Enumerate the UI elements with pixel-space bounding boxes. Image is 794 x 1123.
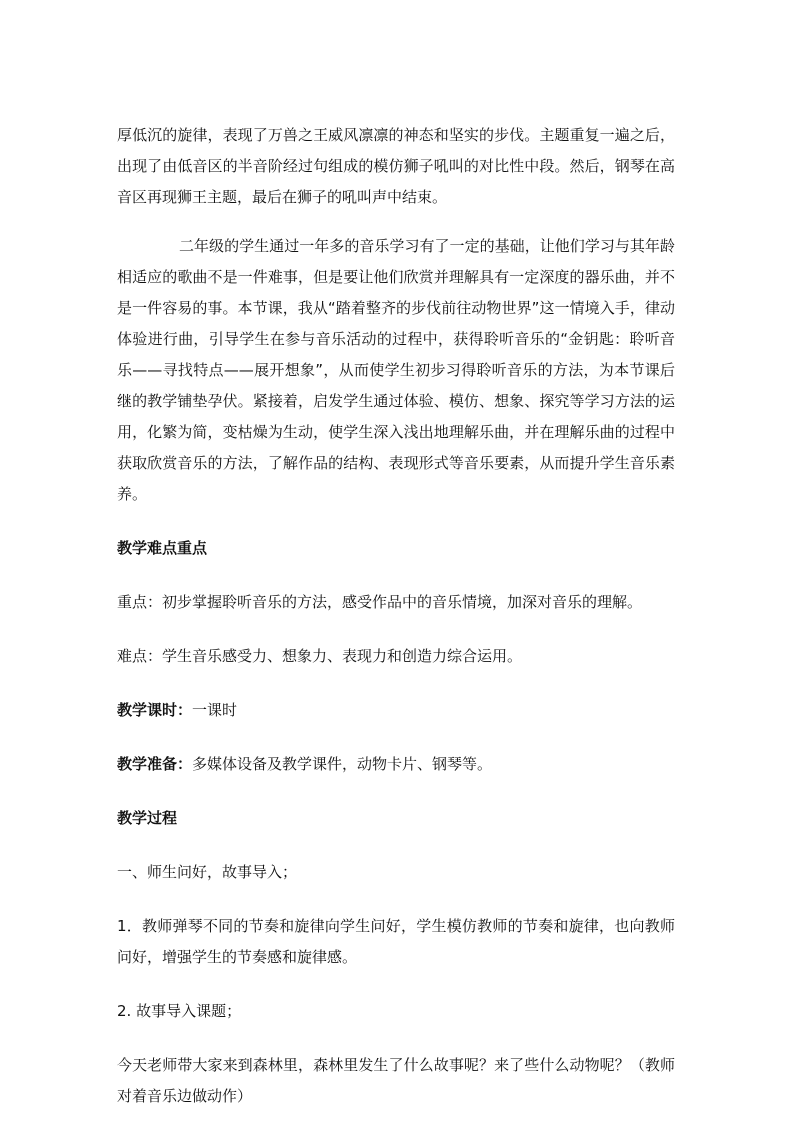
step-1: 一、师生问好，故事导入； (117, 863, 298, 881)
difficult-point: 难点：学生音乐感受力、想象力、表现力和创造力综合运用。 (117, 647, 523, 665)
class-hours (117, 695, 675, 726)
paragraph-lion-theme: 厚低沉的旋律，表现了万兽之王威风凛凛的神态和坚实的步伐。主题重复一遍之后，出现了由低音区的半音阶经过句组成的模仿狮子吼叫的对比性中段。然后，钢琴在高音区再现狮王主题，最后在狮子的吼叫声中结束。 (117, 126, 675, 206)
heading-process: 教学过程 (117, 809, 178, 827)
preparation-label: 教学准备： (117, 755, 193, 773)
paragraph-student-analysis: 二年级的学生通过一年多的音乐学习有了一定的基础，让他们学习与其年龄相适应的歌曲不是一件难事，但是要让他们欣赏并理解具有一定深度的器乐曲，并不是一件容易的事。本节课，我从“踏着整齐的步伐前往动物世界”这一情境入手，律动体验进行曲，引导学生在参与音乐活动的过程中，获得聆听音乐的“金钥匙：聆听音乐——寻找特点——展开想象”，从而使学生初步习得聆听音乐的方法，为本节课后继的教学铺垫孕伏。紧接着，启发学生通过体验、模仿、想象、探究等学习方法的运用，化繁为简，变枯燥为生动，使学生深入浅出地理解乐曲，并在理解乐曲的过程中获取欣赏音乐的方法，了解作品的结构、表现形式等音乐要素，从而提升学生音乐素养。 (117, 237, 675, 503)
heading-difficulty: 教学难点重点 (117, 539, 208, 557)
preparation-value: 多媒体设备及教学课件，动物卡片、钢琴等。 (192, 755, 493, 773)
story-intro: 今天老师带大家来到森林里，森林里发生了什么故事呢？来了些什么动物呢？（教师对着音乐边做动作） (117, 1056, 675, 1105)
class-hours-value: 一课时 (192, 701, 238, 719)
step-1-1: 1．教师弹琴不同的节奏和旋律向学生问好，学生模仿教师的节奏和旋律，也向教师问好，增强学生的节奏感和旋律感。 (117, 917, 675, 966)
key-point: 重点：初步掌握聆听音乐的方法，感受作品中的音乐情境，加深对音乐的理解。 (117, 593, 643, 611)
class-hours-label: 教学课时： (117, 701, 193, 719)
step-1-2: 2. 故事导入课题； (117, 1002, 242, 1020)
preparation (117, 749, 675, 780)
document-page (117, 120, 675, 1112)
